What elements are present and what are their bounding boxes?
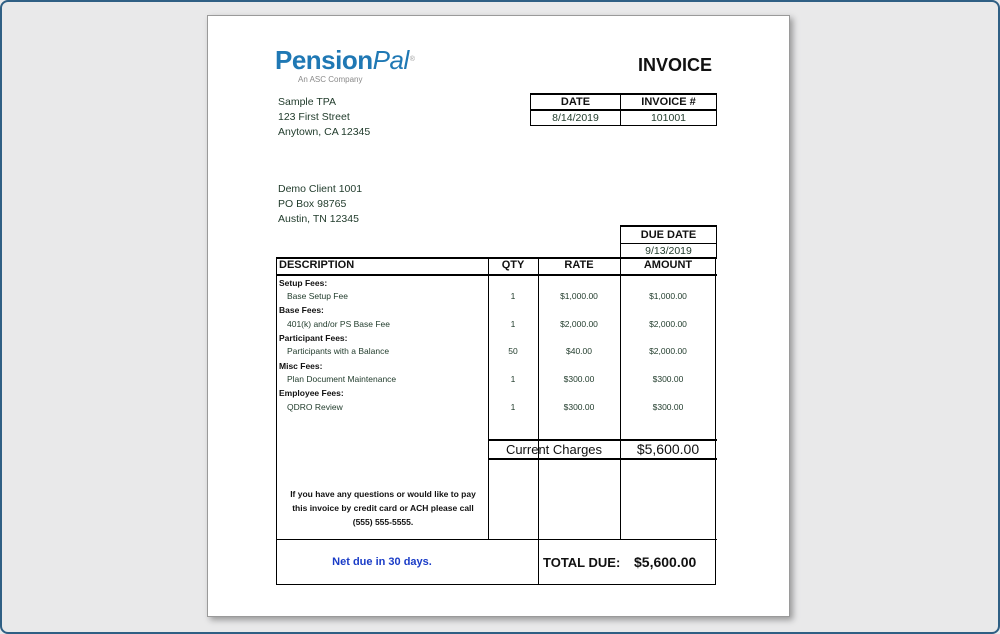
fee-qty: 1 (510, 291, 516, 301)
date-header: DATE (531, 94, 621, 110)
company-tagline: An ASC Company (298, 75, 363, 84)
invoice-date: 8/14/2019 (531, 110, 621, 125)
invoice-title: INVOICE (638, 55, 713, 75)
fee-category: Base Fees: (279, 305, 324, 315)
fee-amount: $300.00 (652, 402, 684, 412)
fee-amount: $1,000.00 (649, 291, 687, 301)
fee-rate: $300.00 (563, 402, 595, 412)
fee-rate: $2,000.00 (560, 319, 598, 329)
current-charges-value: $5,600.00 (636, 441, 700, 457)
fee-item: Base Setup Fee (287, 291, 348, 301)
fee-amount: $2,000.00 (649, 346, 687, 356)
fee-category: Misc Fees: (279, 361, 323, 371)
fee-category: Employee Fees: (279, 388, 344, 398)
fee-rate: $40.00 (566, 346, 592, 356)
due-date: 9/13/2019 (621, 243, 717, 259)
fee-qty: 50 (508, 346, 518, 356)
rate-column-header: RATE (564, 259, 594, 271)
net-due-terms: Net due in 30 days. (332, 556, 432, 568)
fee-category: Setup Fees: (279, 278, 328, 288)
fee-qty: 1 (510, 402, 516, 412)
total-due-label: TOTAL DUE: (543, 555, 621, 570)
fee-item: 401(k) and/or PS Base Fee (287, 319, 391, 329)
qty-column-header: QTY (501, 259, 525, 271)
fee-rate: $1,000.00 (560, 291, 598, 301)
line-items-table (276, 257, 716, 585)
fee-qty: 1 (510, 374, 516, 384)
invoice-header-table (530, 93, 717, 126)
amount-column-header: AMOUNT (643, 259, 693, 271)
invoice-number: 101001 (621, 110, 717, 125)
description-column-header: DESCRIPTION (279, 259, 355, 271)
fee-qty: 1 (510, 319, 516, 329)
invoice-number-header: INVOICE # (621, 94, 717, 110)
due-date-table (620, 225, 717, 259)
grid-col-line (538, 257, 539, 585)
total-due-value: $5,600.00 (634, 554, 697, 570)
client-address: Demo Client 1001 PO Box 98765 Austin, TN 12345 (278, 183, 363, 225)
fee-item: Plan Document Maintenance (287, 374, 397, 384)
grid-header-line (276, 274, 717, 276)
fee-amount: $2,000.00 (649, 319, 687, 329)
company-logo: PensionPal® (275, 45, 415, 75)
payment-note: If you have any questions or would like to pay this invoice by credit card or ACH please call (555) 555-5555. (290, 489, 476, 527)
fee-item: Participants with a Balance (287, 346, 390, 356)
fee-item: QDRO Review (287, 402, 343, 412)
charges-bottom-line (488, 458, 717, 460)
fee-rate: $300.00 (563, 374, 595, 384)
current-charges-label: Current Charges (505, 442, 603, 457)
due-date-header: DUE DATE (621, 226, 717, 243)
fee-category: Participant Fees: (279, 333, 348, 343)
fee-amount: $300.00 (652, 374, 684, 384)
total-line (276, 539, 717, 540)
sender-address: Sample TPA 123 First Street Anytown, CA 12345 (278, 96, 371, 138)
